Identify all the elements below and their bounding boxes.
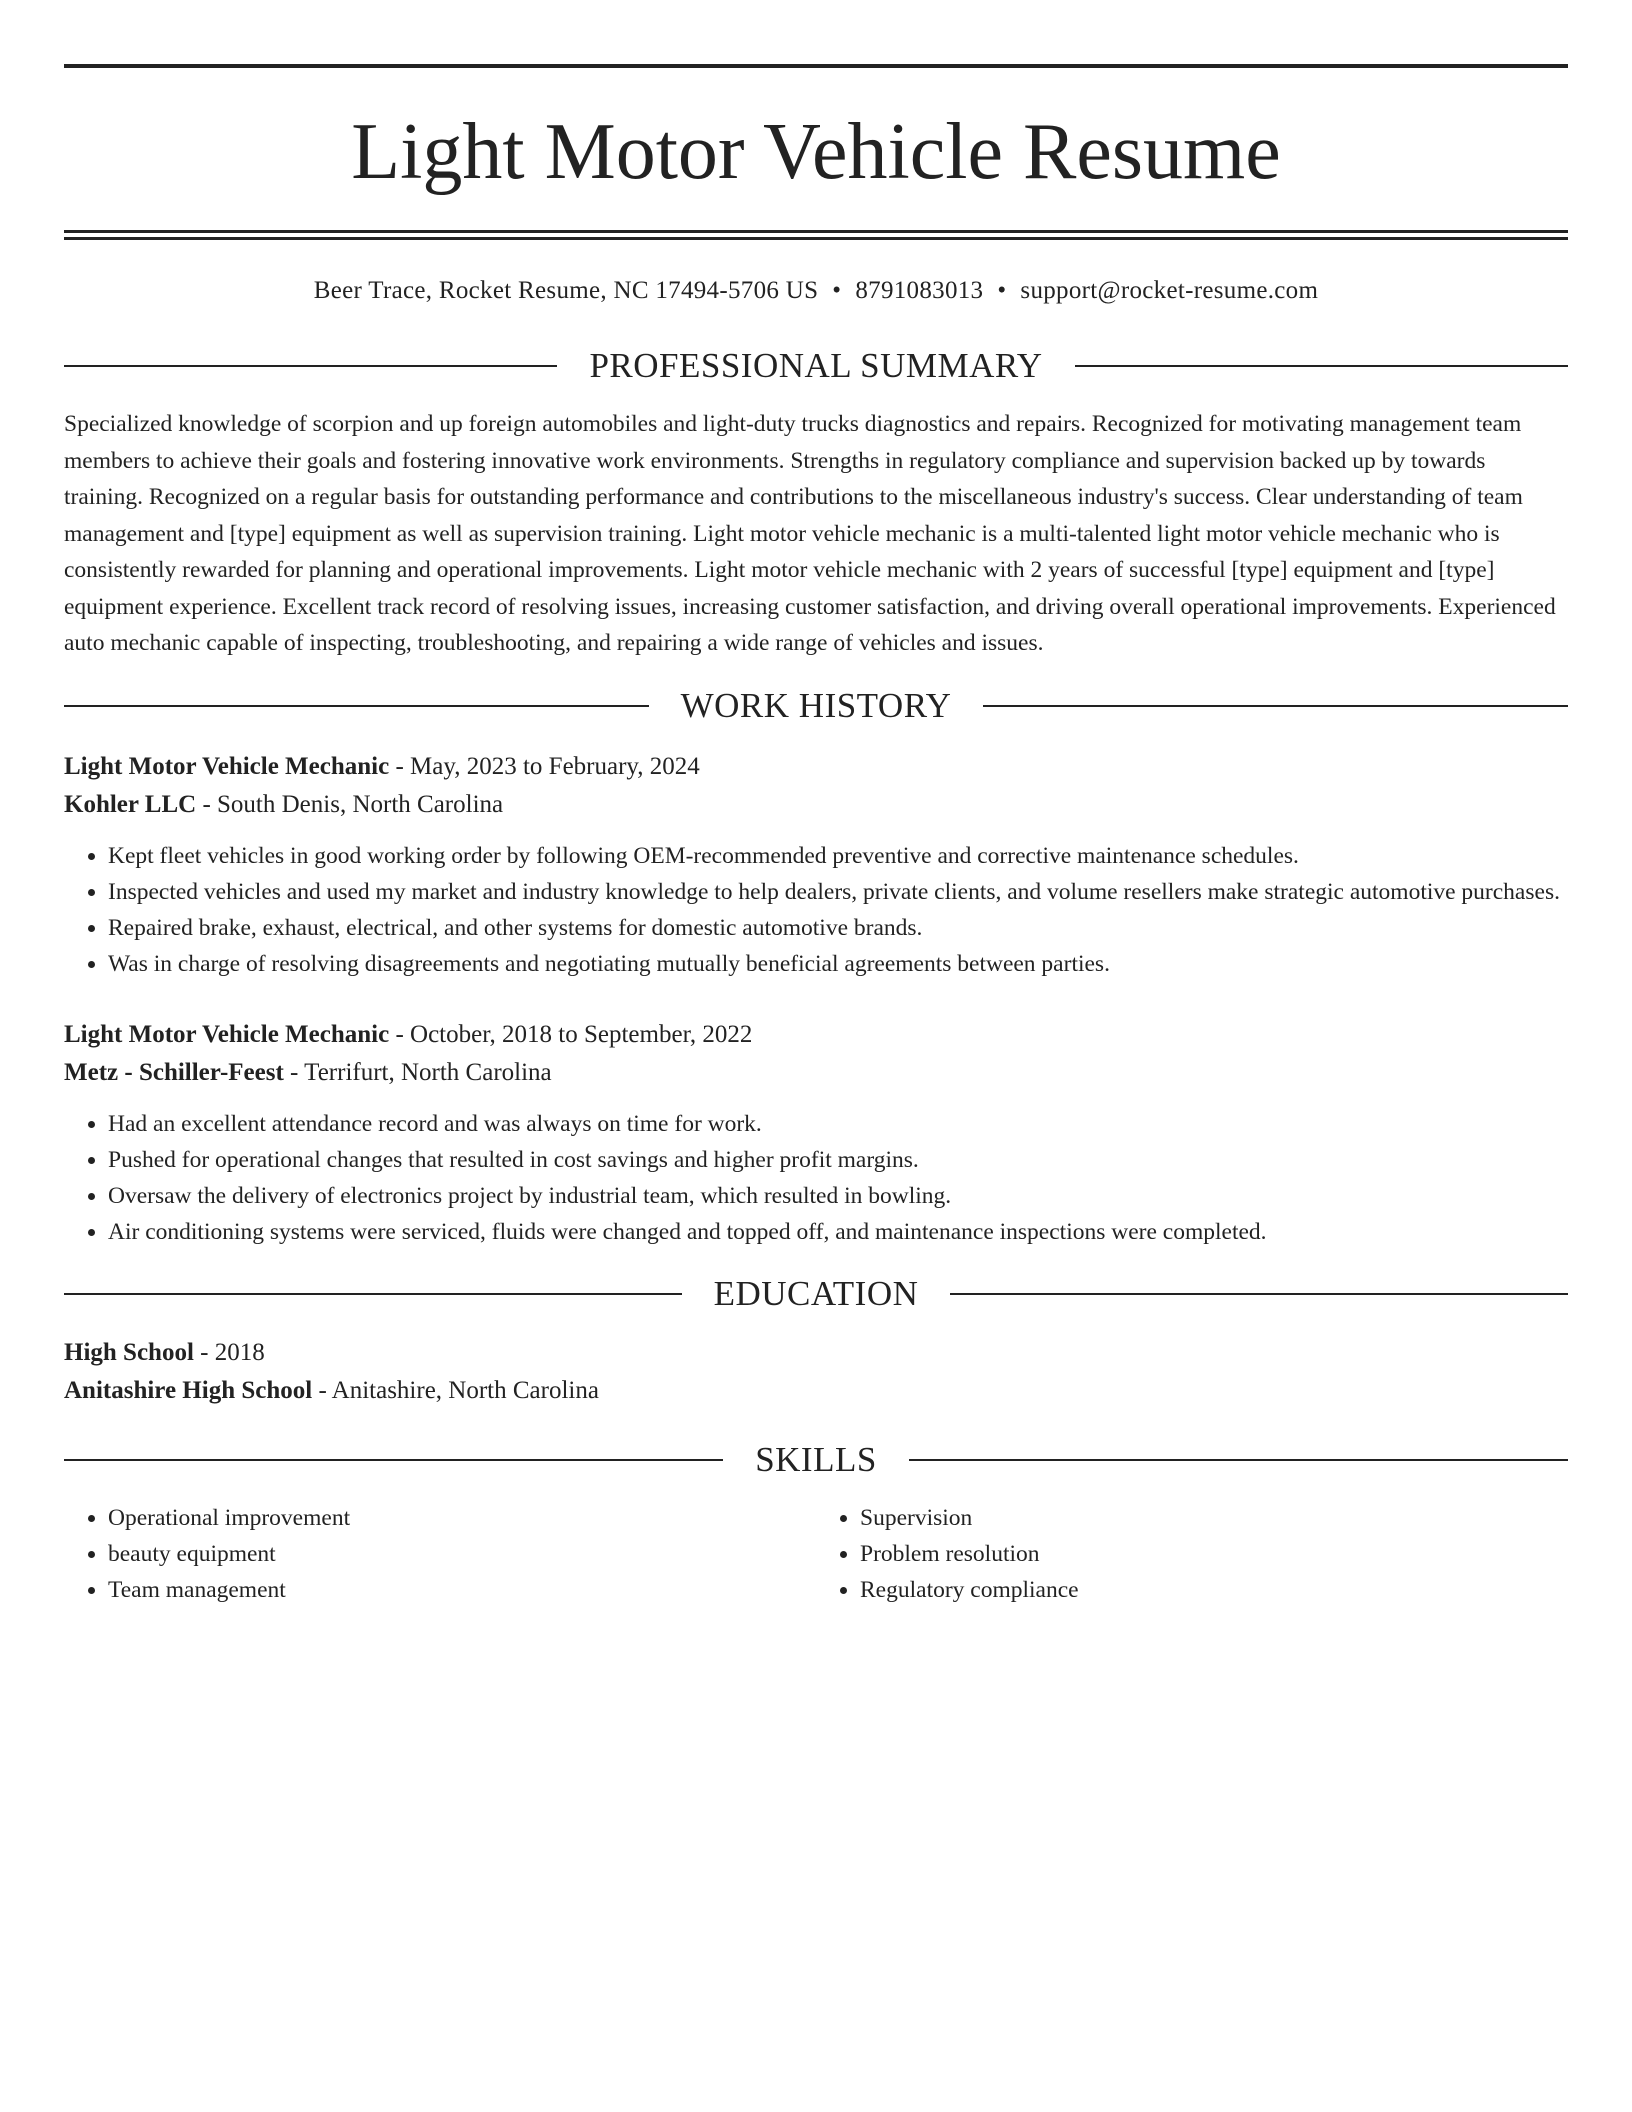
top-rule [64,64,1568,68]
job-dates: - May, 2023 to February, 2024 [389,752,700,780]
heading-rule-left [64,1459,723,1461]
job-location: - Terrifurt, North Carolina [283,1058,552,1086]
heading-rule-left [64,1293,682,1295]
contact-separator: • [832,277,842,304]
skill-item: • Operational improvement [108,1500,816,1536]
contact-separator: • [997,277,1007,304]
education-school-line [64,1372,1568,1410]
title-double-rule [64,230,1568,240]
contact-line [64,274,1568,308]
skill-item: • Team management [108,1572,816,1608]
skills-right-column [816,1500,1568,1608]
list-item: • Was in charge of resolving disagreements and negotiating mutually beneficial agreements between parties. [108,946,1568,982]
summary-text: Specialized knowledge of scorpion and up foreign automobiles and light-duty trucks diagnostics and repairs. Recognized for motivating management team members to achieve their goals and fostering innovative work environments. Strengths in regulatory compliance and supervision backed up by towards training. Recognized on a regular basis for outstanding performance and contributions to the miscellaneous industry's success. Clear understanding of team management and [type] equipment as well as supervision training. Light motor vehicle mechanic is a multi-talented light motor vehicle mechanic who is consistently rewarded for planning and operational improvements. Light motor vehicle mechanic with 2 years of successful [type] equipment and [type] equipment experience. Excellent track record of resolving issues, increasing customer satisfaction, and driving overall operational improvements. Experienced auto mechanic capable of inspecting, troubleshooting, and repairing a wide range of vehicles and issues. [64,411,1556,656]
job-entry [64,1016,1568,1250]
job-company-line [64,786,1568,824]
skill-item: • Supervision [860,1500,1568,1536]
list-item: • Oversaw the delivery of electronics project by industrial team, which resulted in bowling. [108,1178,1568,1214]
education-heading: EDUCATION [713,1273,919,1313]
list-item: • Pushed for operational changes that resulted in cost savings and higher profit margins. [108,1142,1568,1178]
skills-left-column [64,1500,816,1608]
education-section-heading [64,1272,1568,1316]
job-title: Light Motor Vehicle Mechanic [64,752,390,780]
job-title: Light Motor Vehicle Mechanic [64,1020,390,1048]
list-item: • Repaired brake, exhaust, electrical, and other systems for domestic automotive brands. [108,910,1568,946]
contact-address: Beer Trace, Rocket Resume, NC 17494-5706 US [313,277,819,304]
education-school: Anitashire High School [64,1376,313,1404]
list-item: • Inspected vehicles and used my market and industry knowledge to help dealers, private clients, and volume resellers make strategic automotive purchases. [108,874,1568,910]
education-degree: High School [64,1338,194,1366]
skill-item: • Regulatory compliance [860,1572,1568,1608]
heading-rule-left [64,365,557,367]
job-title-line [64,1016,1568,1054]
job-entry [64,748,1568,982]
heading-rule-right [950,1293,1568,1295]
heading-rule-left [64,705,649,707]
summary-heading: PROFESSIONAL SUMMARY [589,346,1043,385]
job-company-line [64,1054,1568,1092]
skills-columns [64,1500,1568,1608]
job-bullets [64,1106,1568,1250]
heading-rule-right [909,1459,1568,1461]
skills-section-heading [64,1438,1568,1482]
resume-page [64,64,1568,1608]
job-dates: - October, 2018 to September, 2022 [389,1020,753,1048]
job-location: - South Denis, North Carolina [196,790,504,818]
heading-rule-right [1075,365,1568,367]
education-degree-line [64,1334,1568,1372]
job-title-line [64,748,1568,786]
list-item: • Had an excellent attendance record and was always on time for work. [108,1106,1568,1142]
skill-item: • Problem resolution [860,1536,1568,1572]
contact-phone: 8791083013 [855,277,984,304]
education-year: - 2018 [193,1338,265,1366]
work-heading: WORK HISTORY [680,685,952,725]
job-company: Metz - Schiller-Feest [64,1058,284,1086]
work-section-heading [64,684,1568,728]
resume-title: Light Motor Vehicle Resume [351,108,1281,196]
contact-email: support@rocket-resume.com [1020,277,1319,304]
list-item: • Kept fleet vehicles in good working order by following OEM-recommended preventive and corrective maintenance schedules. [108,838,1568,874]
summary-section-heading [64,344,1568,388]
list-item: • Air conditioning systems were serviced, fluids were changed and topped off, and maintenance inspections were completed. [108,1214,1568,1250]
job-company: Kohler LLC [64,790,197,818]
skills-heading: SKILLS [755,1439,877,1479]
skill-item: • beauty equipment [108,1536,816,1572]
job-bullets [64,838,1568,982]
education-location: - Anitashire, North Carolina [312,1376,599,1404]
heading-rule-right [983,705,1568,707]
